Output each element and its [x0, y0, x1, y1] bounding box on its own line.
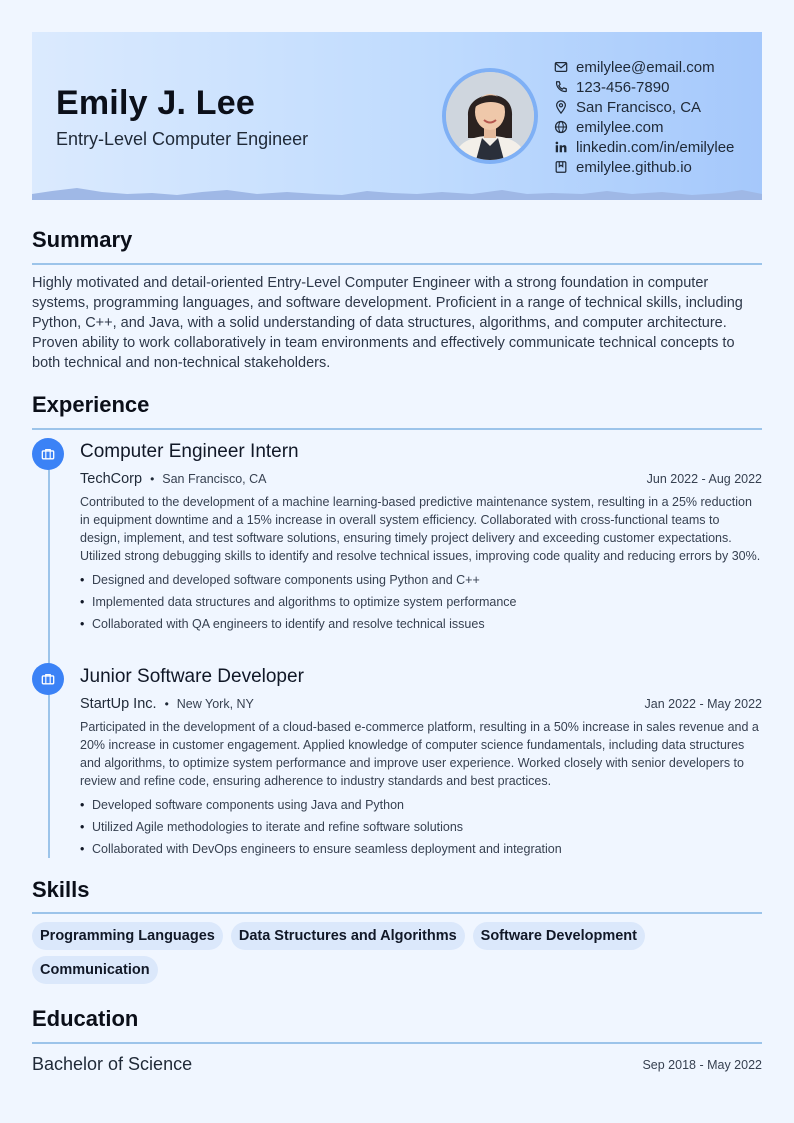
contact-website[interactable]	[554, 117, 734, 137]
experience-timeline	[48, 454, 50, 858]
experience-entry	[80, 664, 762, 860]
candidate-name: Emily J. Lee	[56, 84, 255, 122]
header-wave-decoration	[32, 184, 762, 200]
list-item: • Implemented data structures and algorithms to optimize system performance	[80, 591, 762, 613]
list-item: • Collaborated with QA engineers to identify and resolve technical issues	[80, 613, 762, 635]
contact-phone[interactable]	[554, 77, 734, 97]
briefcase-icon	[41, 447, 55, 461]
candidate-role: Entry-Level Computer Engineer	[56, 129, 309, 149]
job-meta	[80, 692, 762, 716]
avatar-portrait-icon	[446, 72, 534, 160]
linkedin-icon	[554, 140, 568, 154]
education-dates: Sep 2018 - May 2022	[642, 1058, 762, 1072]
contact-email-text: emilylee@email.com	[576, 58, 715, 76]
contact-phone-text: 123-456-7890	[576, 78, 670, 96]
education-degree: Bachelor of Science	[32, 1054, 193, 1074]
skills-list	[32, 922, 762, 984]
mail-icon	[554, 60, 568, 74]
job-description: Participated in the development of a cloud-based e-commerce platform, resulting in a 50% increase in sales revenue and a 20% increase in customer engagement. Applied knowledge of computer science fundamentals, including data structures and algorithms, to optimize system performance and improve user experience. Worked closely with senior developers to review and refine code, ensuring adherence to industry standards and best practices.	[80, 720, 759, 788]
summary-divider	[32, 263, 762, 265]
contact-location-text: San Francisco, CA	[576, 98, 702, 116]
contact-linkedin-text: linkedin.com/in/emilylee	[576, 138, 735, 156]
contact-list	[554, 57, 734, 177]
skills-heading: Skills	[32, 877, 90, 902]
list-item: • Developed software components using Java and Python	[80, 794, 762, 816]
job-description: Contributed to the development of a machine learning-based predictive maintenance system, resulting in a 25% reduction in equipment downtime and a 15% increase in overall system efficiency. Collaborated with cross-functional teams to design, implement, and test software solutions, ensuring timely project delivery and exceeding customer expectations. Utilized strong debugging skills to identify and resolve technical issues, improving code quality and reducing errors by 30%.	[80, 495, 761, 563]
job-marker	[32, 663, 64, 695]
globe-icon	[554, 120, 568, 134]
education-divider	[32, 1042, 762, 1044]
job-dates: Jun 2022 - Aug 2022	[646, 472, 762, 486]
contact-github-text: emilylee.github.io	[576, 158, 692, 176]
map-pin-icon	[554, 100, 568, 114]
skills-divider	[32, 912, 762, 914]
experience-heading: Experience	[32, 392, 150, 417]
experience-entry	[80, 439, 762, 635]
skill-chip: Software Development	[473, 922, 645, 950]
meta-separator: •	[164, 697, 169, 711]
job-location: San Francisco, CA	[162, 472, 267, 486]
contact-website-text: emilylee.com	[576, 118, 664, 136]
job-bullets	[80, 794, 762, 860]
experience-divider	[32, 428, 762, 430]
summary-heading: Summary	[32, 227, 133, 252]
briefcase-icon	[41, 672, 55, 686]
skill-chip: Programming Languages	[32, 922, 223, 950]
job-bullets	[80, 569, 762, 635]
education-heading: Education	[32, 1006, 139, 1031]
summary-text: Highly motivated and detail-oriented Entry-Level Computer Engineer with a strong foundation in computer systems, programming languages, and software development. Proficient in a range of technical skills, including Python, C++, and Java, with a solid understanding of data structures, algorithms, and computer architecture. Proven ability to work collaboratively in team environments and effectively communicate technical concepts to both technical and non-technical stakeholders.	[32, 275, 743, 371]
job-meta	[80, 467, 762, 491]
meta-separator: •	[150, 472, 155, 486]
skill-chip: Data Structures and Algorithms	[231, 922, 465, 950]
skill-chip: Communication	[32, 956, 158, 984]
list-item: • Utilized Agile methodologies to iterate and refine software solutions	[80, 816, 762, 838]
job-location: New York, NY	[176, 697, 254, 711]
resume-header	[32, 32, 762, 200]
list-item: • Collaborated with DevOps engineers to ensure seamless deployment and integration	[80, 838, 762, 860]
contact-location	[554, 97, 734, 117]
list-item: • Designed and developed software components using Python and C++	[80, 569, 762, 591]
contact-email[interactable]	[554, 57, 734, 77]
job-company: StartUp Inc.	[80, 696, 157, 712]
job-dates: Jan 2022 - May 2022	[644, 697, 762, 711]
job-company: TechCorp	[80, 471, 143, 487]
contact-github[interactable]	[554, 157, 734, 177]
contact-linkedin[interactable]	[554, 137, 734, 157]
job-marker	[32, 438, 64, 470]
job-title: Computer Engineer Intern	[80, 441, 299, 462]
avatar	[442, 68, 538, 164]
phone-icon	[554, 80, 568, 94]
bookmark-icon	[554, 160, 568, 174]
job-title: Junior Software Developer	[80, 666, 304, 687]
